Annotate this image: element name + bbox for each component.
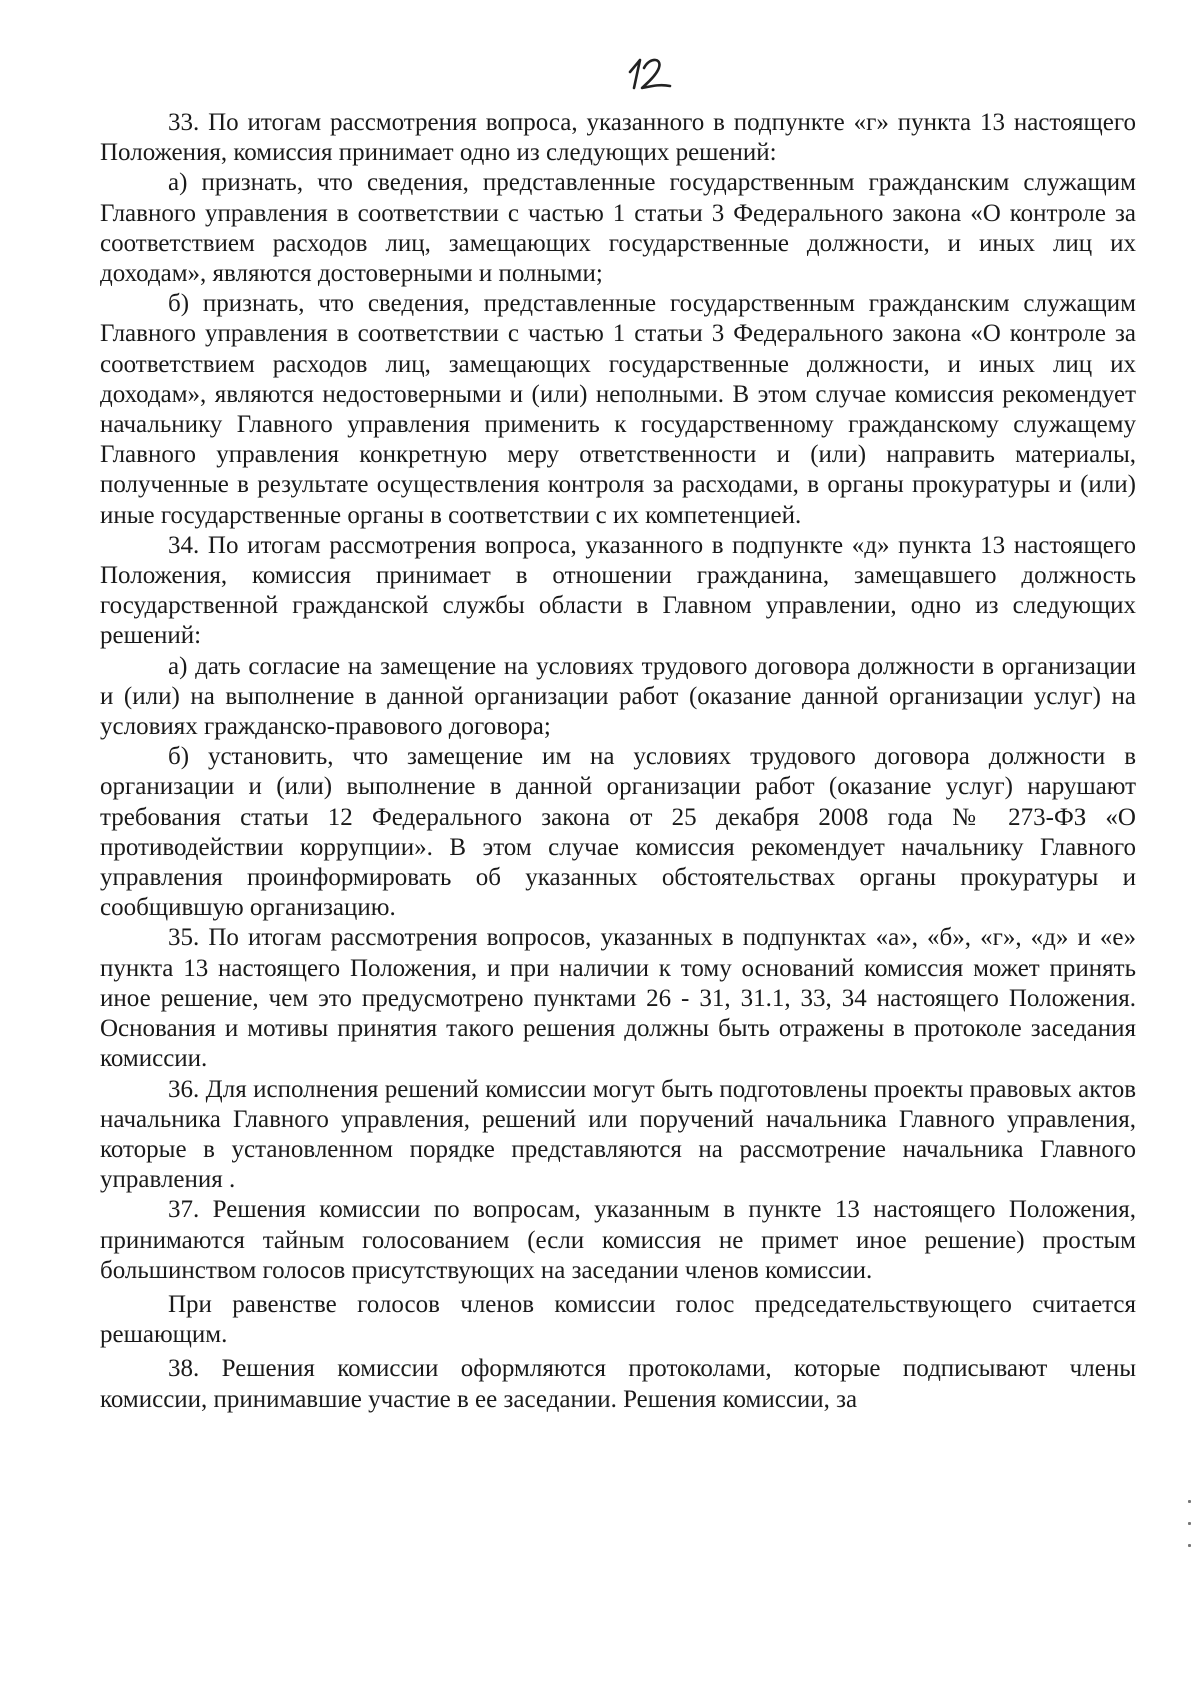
paragraph-37-tie-rule: При равенстве голосов членов комиссии голос председательствующего считается решающим. [100, 1290, 1136, 1349]
paragraph-37: 37. Решения комиссии по вопросам, указанным в пункте 13 настоящего Положения, принимаются тайным голосованием (если комиссия не примет иное решение) простым большинством голосов присутствующих на заседании членов комиссии. [100, 1196, 1136, 1284]
handwritten-page-number [620, 52, 690, 104]
paragraph-35: 35. По итогам рассмотрения вопросов, указанных в подпунктах «а», «б», «г», «д» и «е» пункта 13 настоящего Положения, и при наличии к тому оснований комиссия может принять иное решение, чем это предусмотрено пунктами 26 - 31, 31.1, 33, 34 настоящего Положения. Основания и мотивы принятия такого решения должны быть отражены в протоколе заседания комиссии. [100, 924, 1136, 1073]
scan-edge-speck [1188, 1522, 1191, 1525]
paragraph-34: 34. По итогам рассмотрения вопроса, указанного в подпункте «д» пункта 13 настоящего Положения, комиссия принимает в отношении гражданина, замещавшего должность государственной гражданской службы области в Главном управлении, одно из следующих решений: [100, 531, 1136, 650]
paragraph-33-a: а) признать, что сведения, представленные государственным гражданским служащим Главного управления в соответствии с частью 1 статьи 3 Федерального закона «О контроле за соответствием расходов лиц, замещающих государственные должности, и иных лиц их доходам», являются достоверными и полными; [100, 169, 1136, 288]
paragraph-36: 36. Для исполнения решений комиссии могут быть подготовлены проекты правовых актов начальника Главного управления, решений или поручений начальника Главного управления, которые в установленном порядке представляются на рассмотрение начальника Главного управления . [100, 1075, 1136, 1194]
handwritten-page-number-mark [620, 52, 690, 104]
paragraph-34-b: б) установить, что замещение им на условиях трудового договора должности в организации и (или) выполнение в данной организации работ (оказание услуг) нарушают требования статьи 12 Федерального закона от 25 декабря 2008 года № 273-ФЗ «О противодействии коррупции». В этом случае комиссия рекомендует начальнику Главного управления проинформировать об указанных обстоятельствах органы прокуратуры и сообщившую организацию. [100, 743, 1136, 922]
scan-edge-speck [1188, 1500, 1191, 1503]
paragraph-33-b: б) признать, что сведения, представленные государственным гражданским служащим Главного управления в соответствии с частью 1 статьи 3 Федерального закона «О контроле за соответствием расходов лиц, замещающих государственные должности, и иных лиц их доходам», являются недостоверными и (или) неполными. В этом случае комиссия рекомендует начальнику Главного управления применить к государственному гражданскому служащему Главного управления конкретную меру ответственности и (или) направить материалы, полученные в результате осуществления контроля за расходами, в органы прокуратуры и (или) иные государственные органы в соответствии с их компетенцией. [100, 290, 1136, 529]
paragraph-33: 33. По итогам рассмотрения вопроса, указанного в подпункте «г» пункта 13 настоящего Положения, комиссия принимает одно из следующих решений: [100, 109, 1136, 167]
document-text [100, 108, 1136, 1415]
paragraph-34-a: а) дать согласие на замещение на условиях трудового договора должности в организации и (или) на выполнение в данной организации работ (оказание данной организации услуг) на условиях гражданско-правового договора; [100, 652, 1136, 741]
scan-edge-speck [1188, 1544, 1191, 1547]
paragraph-38: 38. Решения комиссии оформляются протоколами, которые подписывают члены комиссии, принимавшие участие в ее заседании. Решения комиссии, за [100, 1355, 1136, 1413]
